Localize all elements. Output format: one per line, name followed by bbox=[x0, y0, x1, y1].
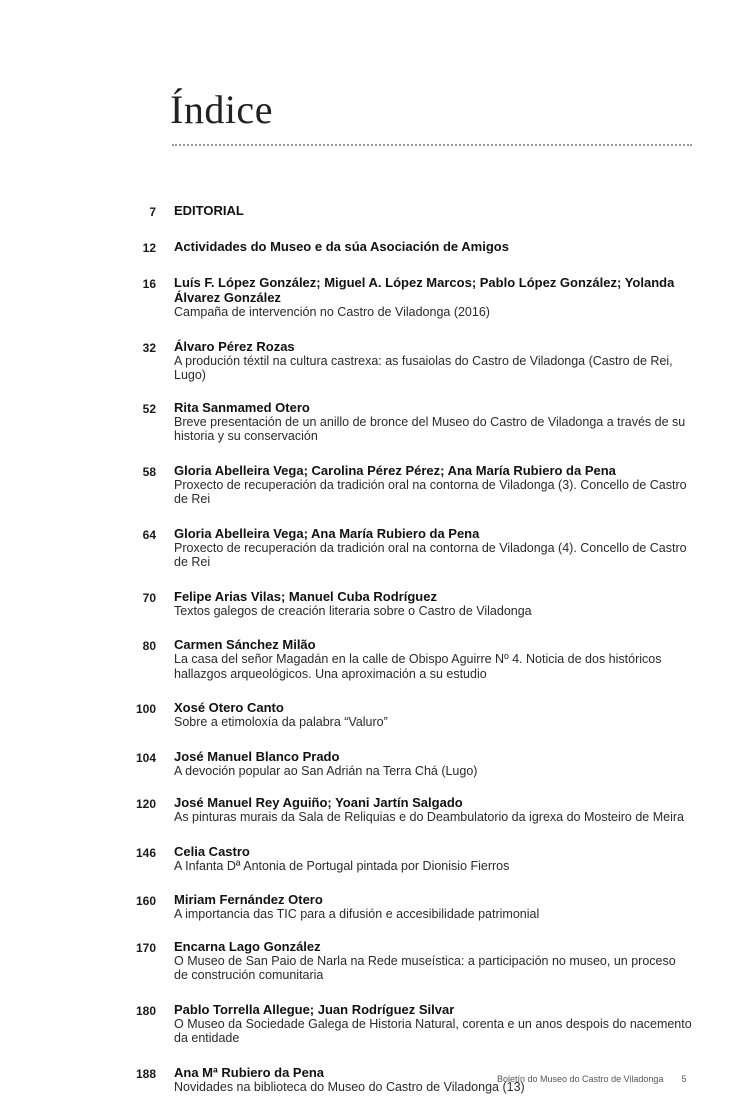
toc-article-title: A produción téxtil na cultura castrexa: as fusaiolas do Castro de Viladonga (Castro de Rei, Lugo) bbox=[174, 353, 673, 382]
toc-entry bbox=[0, 939, 752, 983]
toc-entry-body bbox=[174, 463, 692, 507]
toc-entry bbox=[0, 339, 752, 383]
toc-entry-body bbox=[174, 939, 692, 983]
toc-author: Felipe Arias Vilas; Manuel Cuba Rodríguez bbox=[174, 588, 437, 604]
toc-article-title: A importancia das TIC para a difusión e accesibilidade patrimonial bbox=[174, 907, 540, 921]
toc-author: Pablo Torrella Allegue; Juan Rodríguez Silvar bbox=[174, 1001, 455, 1017]
toc-entry-body bbox=[174, 589, 692, 619]
toc-author: Ana Mª Rubiero da Pena bbox=[174, 1064, 325, 1080]
toc-article-title: Proxecto de recuperación da tradición oral na contorna de Viladonga (3). Concello de Castro de Rei bbox=[174, 477, 687, 506]
toc-entry-body bbox=[174, 203, 692, 218]
toc-page-number: 188 bbox=[135, 1066, 156, 1081]
toc-author: Encarna Lago González bbox=[174, 938, 321, 954]
toc-page-number: 52 bbox=[142, 401, 156, 416]
toc-page-number: 170 bbox=[135, 940, 156, 955]
footer-publication: Boletín do Museo do Castro de Viladonga bbox=[497, 1074, 664, 1084]
toc-page-number: 80 bbox=[142, 639, 156, 653]
toc-author: Miriam Fernández Otero bbox=[174, 892, 323, 907]
toc-author: Gloria Abelleira Vega; Ana María Rubiero da Pena bbox=[174, 525, 480, 541]
toc-entry bbox=[0, 1002, 752, 1046]
toc-entry-body bbox=[174, 275, 692, 320]
toc-author: Actividades do Museo e da súa Asociación de Amigos bbox=[174, 239, 509, 254]
toc-author: José Manuel Rey Aguiño; Yoani Jartín Salgado bbox=[174, 795, 463, 810]
toc-page-number: 64 bbox=[142, 527, 156, 542]
toc-article-title: Textos galegos de creación literaria sobre o Castro de Viladonga bbox=[174, 603, 532, 618]
toc-entry bbox=[0, 700, 752, 730]
table-of-contents bbox=[0, 203, 752, 1112]
toc-article-title: A Infanta Dª Antonia de Portugal pintada por Dionisio Fierros bbox=[174, 858, 510, 873]
toc-page-number: 180 bbox=[135, 1003, 156, 1018]
toc-page-number: 12 bbox=[142, 241, 156, 255]
toc-article-title: Proxecto de recuperación da tradición oral na contorna de Viladonga (4). Concello de Castro de Rei bbox=[174, 540, 687, 569]
toc-entry-body bbox=[174, 749, 692, 779]
toc-author: Luís F. López González; Miguel A. López Marcos; Pablo López González; Yolanda Álvarez González bbox=[174, 275, 675, 305]
toc-entry-body bbox=[174, 844, 692, 874]
toc-page-number: 58 bbox=[142, 464, 156, 479]
toc-article-title: O Museo da Sociedade Galega de Historia Natural, corenta e un anos despois do nacemento da entidade bbox=[174, 1016, 692, 1045]
toc-entry-body bbox=[174, 339, 692, 383]
toc-entry-body bbox=[174, 700, 692, 730]
toc-article-title: As pinturas murais da Sala de Reliquias e do Deambulatorio da igrexa do Mosteiro de Meira bbox=[174, 810, 684, 824]
toc-entry bbox=[0, 239, 752, 256]
toc-page-number: 120 bbox=[135, 797, 156, 811]
toc-page-number: 100 bbox=[135, 702, 156, 716]
footer-page-number: 5 bbox=[681, 1074, 687, 1084]
toc-page-number: 146 bbox=[135, 845, 156, 860]
toc-entry bbox=[0, 400, 752, 444]
toc-entry bbox=[0, 637, 752, 681]
toc-article-title: La casa del señor Magadán en la calle de Obispo Aguirre Nº 4. Noticia de dos históricos hallazgos arqueológicos. Una aproximación a su estudio bbox=[174, 652, 662, 681]
toc-page-number: 16 bbox=[142, 277, 156, 291]
toc-author: EDITORIAL bbox=[174, 203, 244, 218]
toc-author: Xosé Otero Canto bbox=[174, 700, 284, 715]
toc-entry bbox=[0, 526, 752, 570]
toc-article-title: A devoción popular ao San Adrián na Terra Chá (Lugo) bbox=[174, 763, 478, 778]
toc-entry-body bbox=[174, 892, 692, 922]
toc-author: Celia Castro bbox=[174, 843, 250, 859]
toc-article-title: Campaña de intervención no Castro de Viladonga (2016) bbox=[174, 305, 490, 319]
toc-author: Álvaro Pérez Rozas bbox=[174, 338, 295, 354]
toc-entry-body bbox=[174, 239, 692, 254]
toc-article-title: Sobre a etimoloxía da palabra “Valuro” bbox=[174, 715, 388, 729]
toc-page-number: 160 bbox=[135, 894, 156, 908]
toc-entry-body bbox=[174, 526, 692, 570]
toc-entry bbox=[0, 275, 752, 320]
toc-entry bbox=[0, 203, 752, 220]
toc-author: José Manuel Blanco Prado bbox=[174, 748, 340, 764]
toc-article-title: Novidades na biblioteca do Museo do Castro de Viladonga (13) bbox=[174, 1079, 525, 1094]
toc-page-number: 104 bbox=[135, 750, 156, 765]
toc-entry-body bbox=[174, 795, 692, 825]
toc-author: Rita Sanmamed Otero bbox=[174, 399, 310, 415]
page-title: Índice bbox=[170, 87, 273, 132]
toc-entry bbox=[0, 463, 752, 507]
toc-entry bbox=[0, 589, 752, 619]
toc-entry-body bbox=[174, 400, 692, 444]
toc-entry bbox=[0, 892, 752, 922]
toc-article-title: O Museo de San Paio de Narla na Rede museística: a participación no museo, un proceso de construción comunitaria bbox=[174, 953, 676, 982]
toc-article-title: Breve presentación de un anillo de bronce del Museo do Castro de Viladonga a través de su historia y su conservación bbox=[174, 414, 686, 443]
toc-page-number: 7 bbox=[149, 205, 156, 219]
page-footer bbox=[497, 1074, 686, 1084]
toc-entry-body bbox=[174, 637, 692, 681]
toc-author: Gloria Abelleira Vega; Carolina Pérez Pérez; Ana María Rubiero da Pena bbox=[174, 462, 616, 478]
toc-author: Carmen Sánchez Milão bbox=[174, 637, 316, 652]
toc-entry-body bbox=[174, 1002, 692, 1046]
title-dotted-rule bbox=[172, 144, 692, 146]
toc-page-number: 32 bbox=[142, 340, 156, 355]
toc-entry bbox=[0, 795, 752, 825]
toc-page-number: 70 bbox=[142, 590, 156, 605]
toc-entry bbox=[0, 749, 752, 779]
toc-entry bbox=[0, 844, 752, 874]
